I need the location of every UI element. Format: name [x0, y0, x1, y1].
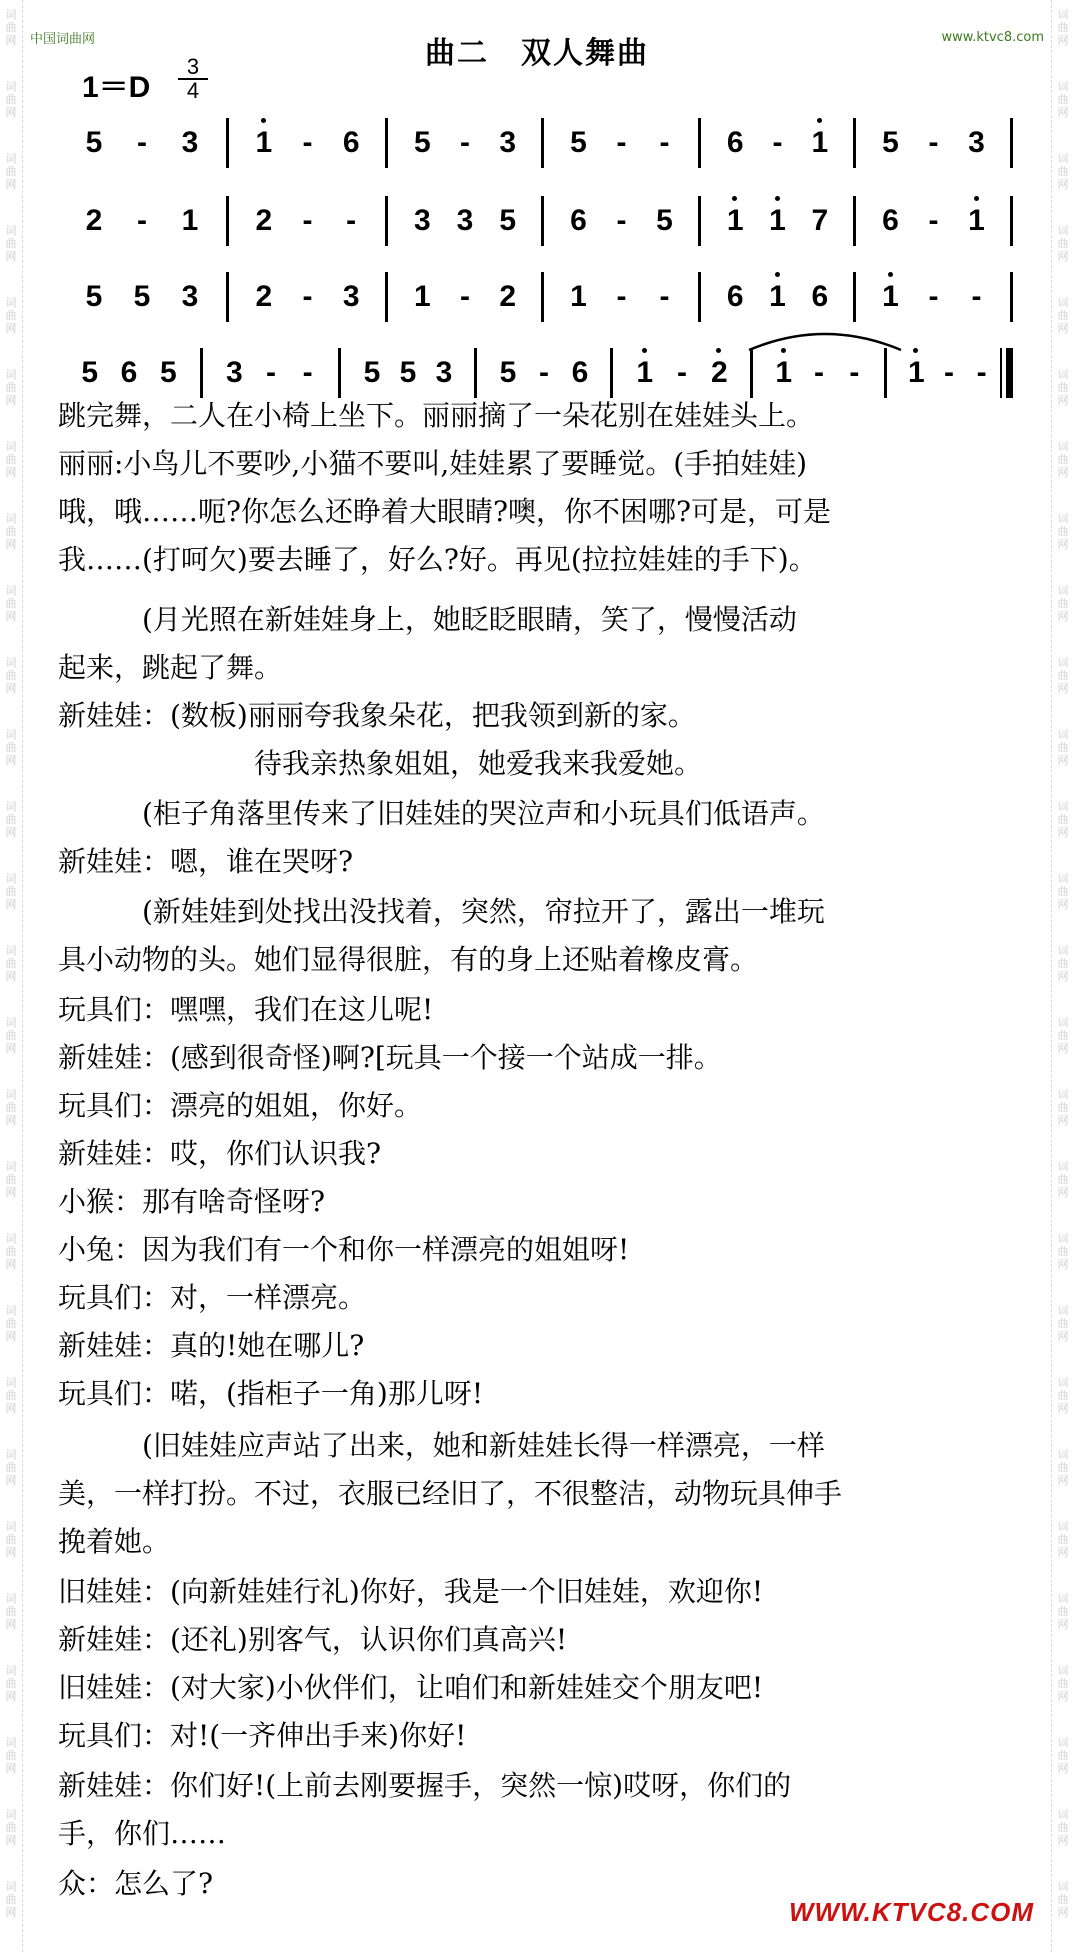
watermark-text: 词曲网 [5, 224, 17, 263]
bar-line [853, 272, 856, 322]
octave-dot [716, 348, 721, 353]
watermark-text: 词曲网 [5, 512, 17, 551]
watermark-text: 词曲网 [5, 656, 17, 695]
score-dash: - [539, 356, 549, 389]
score-note: 2 [255, 280, 273, 313]
octave-dot [974, 196, 979, 201]
score-row [0, 348, 1074, 394]
bar-line [1010, 196, 1013, 246]
bar-line [226, 118, 229, 168]
score-dash: - [137, 204, 147, 237]
bar-line [698, 118, 701, 168]
score-note: 5 [81, 356, 98, 389]
site-url-right: www.ktvc8.com [941, 30, 1044, 45]
watermark-text: 词曲网 [1057, 872, 1069, 911]
score-row [0, 272, 1074, 318]
score-dash: - [302, 356, 313, 389]
watermark-text: 词曲网 [1057, 8, 1069, 47]
bar-line [541, 196, 544, 246]
watermark-text: 词曲网 [5, 1520, 17, 1559]
text-line: 我……(打呵欠)要去睡了，好么?好。再见(拉拉娃娃的手下)。 [58, 543, 817, 576]
score-note: 3 [342, 280, 360, 313]
score-note: 1 [901, 356, 931, 390]
bar-line [1010, 118, 1013, 168]
bar-line [385, 196, 388, 246]
bar-line [853, 118, 856, 168]
score-note: 5 [133, 280, 151, 313]
score-dash: - [772, 126, 783, 159]
watermark-text: 词曲网 [1057, 1520, 1069, 1559]
octave-dot [261, 118, 266, 123]
score-note: 1 [720, 204, 750, 238]
score-note: 5 [570, 126, 587, 159]
score-dash: - [677, 356, 687, 389]
watermark-text: 词曲网 [5, 80, 17, 119]
watermark-text: 词曲网 [5, 800, 17, 839]
text-line: 玩具们：喏，(指柜子一角)那儿呀! [58, 1377, 484, 1410]
score-dash: - [928, 280, 939, 313]
site-name-left: 中国词曲网 [30, 32, 96, 47]
tie-slur [745, 324, 905, 354]
text-line: 手，你们…… [58, 1817, 227, 1850]
bar-line [1010, 272, 1013, 322]
watermark-text: 词曲网 [5, 1592, 17, 1631]
score-note: 1 [805, 126, 835, 160]
score-dash: - [460, 280, 470, 313]
score-dash: - [302, 204, 313, 237]
text-line: 玩具们：对，一样漂亮。 [58, 1281, 367, 1314]
watermark-text: 词曲网 [1057, 1376, 1069, 1415]
text-line: 跳完舞，二人在小椅上坐下。丽丽摘了一朵花别在娃娃头上。 [58, 399, 815, 432]
text-line: (新娃娃到处找出没找着，突然，帘拉开了，露出一堆玩 [58, 895, 825, 928]
score-note: 7 [811, 204, 829, 237]
bar-line [385, 272, 388, 322]
score-note: 2 [704, 356, 734, 390]
score-note: 3 [181, 126, 199, 159]
score-dash: - [137, 126, 147, 159]
text-line: 玩具们：嘿嘿，我们在这儿呢! [58, 993, 434, 1026]
score-note: 5 [499, 356, 517, 389]
text-line: 新娃娃：嗯，谁在哭呀? [58, 845, 354, 878]
score-note: 1 [763, 280, 793, 314]
bar-line [541, 118, 544, 168]
text-line: 众：怎么了? [58, 1867, 214, 1900]
watermark-text: 词曲网 [1057, 440, 1069, 479]
text-line: 新娃娃：(还礼)别客气，认识你们真高兴! [58, 1623, 568, 1656]
score-note: 2 [255, 204, 273, 237]
score-note: 6 [726, 126, 744, 159]
watermark-text: 词曲网 [1057, 584, 1069, 623]
watermark-text: 词曲网 [1057, 1448, 1069, 1487]
text-line: 具小动物的头。她们显得很脏，有的身上还贴着橡皮膏。 [58, 943, 759, 976]
score-note: 1 [962, 204, 992, 238]
text-line: 起来，跳起了舞。 [58, 651, 283, 684]
score-note: 1 [181, 204, 199, 237]
text-line: 玩具们：对!(一齐伸出手来)你好! [58, 1719, 467, 1752]
score-dash: - [616, 126, 627, 159]
bar-line [541, 272, 544, 322]
score-note: 5 [85, 280, 103, 313]
score-dash: - [460, 126, 470, 159]
score-note: 3 [499, 126, 516, 159]
score-note: 3 [181, 280, 199, 313]
text-line: (旧娃娃应声站了出来，她和新娃娃长得一样漂亮，一样 [58, 1429, 825, 1462]
score-note: 1 [249, 126, 279, 160]
score-dash: - [616, 280, 627, 313]
meter-denominator: 4 [186, 78, 200, 103]
text-line: (柜子角落里传来了旧娃娃的哭泣声和小玩具们低语声。 [58, 797, 825, 830]
octave-dot [775, 196, 780, 201]
meter-numerator: 3 [178, 56, 208, 80]
octave-dot [732, 196, 737, 201]
text-line: 小猴：那有啥奇怪呀? [58, 1185, 326, 1218]
bar-line [698, 272, 701, 322]
score-note: 3 [456, 204, 474, 237]
watermark-text: 词曲网 [5, 296, 17, 335]
bar-line [853, 196, 856, 246]
bar-line [226, 196, 229, 246]
watermark-text: 词曲网 [1057, 1016, 1069, 1055]
text-line: 旧娃娃：(向新娃娃行礼)你好，我是一个旧娃娃，欢迎你! [58, 1575, 764, 1608]
watermark-text: 词曲网 [1057, 1088, 1069, 1127]
score-note: 3 [225, 356, 243, 389]
text-line: 待我亲热象姐姐，她爱我来我爱她。 [58, 747, 703, 780]
score-note: 2 [499, 280, 516, 313]
score-note: 6 [882, 204, 899, 237]
bar-line [750, 348, 753, 398]
score-note: 2 [85, 204, 103, 237]
score-note: 5 [159, 356, 177, 389]
octave-dot [913, 348, 918, 353]
bar-line [698, 196, 701, 246]
score-dash: - [346, 204, 357, 237]
final-bar-thin [1000, 348, 1002, 398]
watermark-text: 词曲网 [5, 1160, 17, 1199]
score-note: 6 [811, 280, 829, 313]
score-dash: - [928, 204, 939, 237]
text-line: 小兔：因为我们有一个和你一样漂亮的姐姐呀! [58, 1233, 630, 1266]
octave-dot [775, 272, 780, 277]
score-dash: - [302, 126, 313, 159]
watermark-text: 词曲网 [5, 1304, 17, 1343]
octave-dot [642, 348, 647, 353]
watermark-text: 词曲网 [5, 1880, 17, 1919]
watermark-text: 词曲网 [5, 872, 17, 911]
text-line: 丽丽:小鸟儿不要吵,小猫不要叫,娃娃累了要睡觉。(手拍娃娃) [58, 447, 808, 480]
score-dash: - [659, 126, 670, 159]
text-line: 挽着她。 [58, 1525, 171, 1558]
octave-dot [817, 118, 822, 123]
bar-line [385, 118, 388, 168]
page-title: 曲二 双人舞曲 [425, 36, 649, 71]
score-note: 1 [763, 204, 793, 238]
bar-line [884, 348, 887, 398]
bar-line [226, 272, 229, 322]
watermark-text: 词曲网 [5, 1448, 17, 1487]
watermark-text: 词曲网 [1057, 1160, 1069, 1199]
watermark-text: 词曲网 [1057, 368, 1069, 407]
score-note: 5 [85, 126, 103, 159]
watermark-text: 词曲网 [5, 152, 17, 191]
score-note: 6 [120, 356, 138, 389]
score-note: 1 [413, 280, 431, 313]
text-line: 新娃娃：真的!她在哪儿? [58, 1329, 365, 1362]
text-line: 新娃娃：哎，你们认识我? [58, 1137, 382, 1170]
bar-line [200, 348, 203, 398]
watermark-text: 词曲网 [5, 1664, 17, 1703]
watermark-text: 词曲网 [5, 1808, 17, 1847]
watermark-text: 词曲网 [1057, 512, 1069, 551]
score-note: 3 [968, 126, 985, 159]
text-line: 新娃娃：(感到很奇怪)啊?[玩具一个接一个站成一排。 [58, 1041, 722, 1074]
octave-dot [888, 272, 893, 277]
bar-line [338, 348, 341, 398]
score-note: 3 [413, 204, 431, 237]
watermark-text: 词曲网 [5, 8, 17, 47]
text-line: 哦，哦……呃?你怎么还睁着大眼睛?噢，你不困哪?可是，可是 [58, 495, 832, 528]
score-dash: - [928, 126, 939, 159]
bar-line [610, 348, 613, 398]
score-dash: - [814, 356, 824, 389]
text-line: 玩具们：漂亮的姐姐，你好。 [58, 1089, 423, 1122]
watermark-text: 词曲网 [5, 368, 17, 407]
score-dash: - [971, 280, 982, 313]
watermark-text: 词曲网 [1057, 1304, 1069, 1343]
score-note: 5 [882, 126, 899, 159]
watermark-text: 词曲网 [5, 944, 17, 983]
score-note: 5 [499, 204, 516, 237]
watermark-text: 词曲网 [1057, 224, 1069, 263]
watermark-text: 词曲网 [1057, 152, 1069, 191]
watermark-text: 词曲网 [5, 1232, 17, 1271]
score-note: 5 [399, 356, 417, 389]
score-row [0, 118, 1074, 164]
watermark-text: 词曲网 [5, 440, 17, 479]
watermark-text: 词曲网 [1057, 1736, 1069, 1775]
score-note: 1 [630, 356, 660, 390]
score-note: 6 [570, 204, 587, 237]
watermark-text: 词曲网 [1057, 1808, 1069, 1847]
watermark-text: 词曲网 [5, 1088, 17, 1127]
watermark-text: 词曲网 [1057, 1664, 1069, 1703]
watermark-text: 词曲网 [1057, 656, 1069, 695]
text-line: 新娃娃：(数板)丽丽夸我象朵花，把我领到新的家。 [58, 699, 696, 732]
score-dash: - [302, 280, 313, 313]
watermark-text: 词曲网 [1057, 944, 1069, 983]
watermark-text: 词曲网 [1057, 296, 1069, 335]
footer-url: WWW.KTVC8.COM [788, 1897, 1034, 1927]
score-note: 5 [656, 204, 673, 237]
watermark-text: 词曲网 [5, 1376, 17, 1415]
score-note: 3 [435, 356, 453, 389]
watermark-text: 词曲网 [5, 584, 17, 623]
watermark-text: 词曲网 [1057, 1592, 1069, 1631]
score-note: 5 [363, 356, 381, 389]
time-signature [178, 56, 208, 102]
text-line: 美，一样打扮。不过，衣服已经旧了，不很整洁，动物玩具伸手 [58, 1477, 843, 1510]
score-note: 6 [571, 356, 589, 389]
watermark-text: 词曲网 [1057, 1232, 1069, 1271]
score-dash: - [266, 356, 276, 389]
watermark-text: 词曲网 [5, 1016, 17, 1055]
score-dash: - [659, 280, 670, 313]
score-dash: - [616, 204, 627, 237]
watermark-text: 词曲网 [5, 1736, 17, 1775]
score-row [0, 196, 1074, 242]
key-signature: 1＝D [82, 71, 151, 104]
score-note: 1 [876, 280, 906, 314]
score-dash: - [976, 356, 987, 389]
score-dash: - [944, 356, 954, 389]
score-note: 5 [413, 126, 431, 159]
watermark-text: 词曲网 [1057, 800, 1069, 839]
score-note: 6 [342, 126, 360, 159]
score-note: 1 [570, 280, 587, 313]
text-line: 旧娃娃：(对大家)小伙伴们，让咱们和新娃娃交个朋友吧! [58, 1671, 764, 1704]
score-dash: - [849, 356, 860, 389]
watermark-text: 词曲网 [1057, 80, 1069, 119]
score-note: 1 [769, 356, 799, 390]
score-note: 6 [726, 280, 744, 313]
bar-line [474, 348, 477, 398]
watermark-text: 词曲网 [5, 728, 17, 767]
watermark-text: 词曲网 [1057, 1880, 1069, 1919]
text-line: (月光照在新娃娃身上，她眨眨眼睛，笑了，慢慢活动 [58, 603, 797, 636]
text-line: 新娃娃：你们好!(上前去刚要握手，突然一惊)哎呀，你们的 [58, 1769, 792, 1802]
watermark-text: 词曲网 [1057, 728, 1069, 767]
final-bar-thick [1006, 348, 1013, 398]
